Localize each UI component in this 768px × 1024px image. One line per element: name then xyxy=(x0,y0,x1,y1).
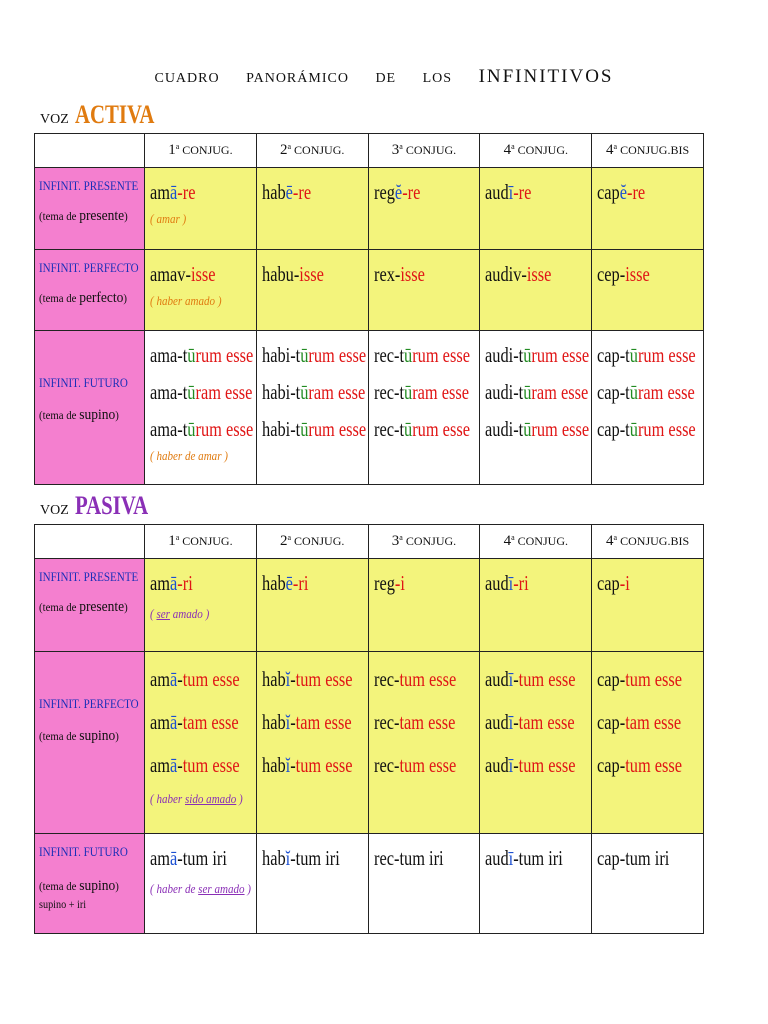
header-conj-4-bis: 4$^a$ CONJUG.BIS xyxy=(592,134,704,168)
cell-form xyxy=(368,559,480,652)
cell-form xyxy=(480,168,592,250)
translation-note: ( ser amado ) xyxy=(150,606,210,621)
translation-note: ( amar ) xyxy=(150,211,187,226)
header-conj-4: 4$^a$ CONJUG. xyxy=(480,525,592,559)
header-conj-4: 4$^a$ CONJUG. xyxy=(480,134,592,168)
form-text: cap-tum iri xyxy=(597,846,670,870)
cell-form xyxy=(256,559,368,652)
cell-form xyxy=(368,331,480,485)
form-text: rec-tum iri xyxy=(373,846,444,870)
form-text: habĭ-tum iri xyxy=(261,846,340,870)
form-text: audi-tūrum esse xyxy=(485,343,590,367)
row-activa-futuro xyxy=(35,331,704,485)
form-text: cap-tūram esse xyxy=(597,380,695,404)
row-pasiva-presente xyxy=(35,559,704,652)
form-text: amav-isse xyxy=(150,262,216,286)
row-label-title: INFINIT. FUTURO xyxy=(39,844,128,859)
form-text: habu-isse xyxy=(261,262,324,286)
form-text: amā-tam esse xyxy=(150,710,239,734)
form-text: regĕ-re xyxy=(373,180,420,204)
row-label-title: INFINIT. FUTURO xyxy=(39,375,128,390)
cell-form xyxy=(480,559,592,652)
header-conj-1: 1$^a$ CONJUG. xyxy=(145,525,257,559)
cell-form xyxy=(592,250,704,331)
form-text: habi-tūrum esse xyxy=(261,417,366,441)
cell-form xyxy=(256,168,368,250)
form-text: habē-re xyxy=(261,180,311,204)
header-conj-2: 2$^a$ CONJUG. xyxy=(256,525,368,559)
row-label-title: INFINIT. PERFECTO xyxy=(39,696,139,711)
form-text: rec-tam esse xyxy=(373,710,456,734)
form-text: ama-tūram esse xyxy=(150,380,253,404)
form-text: rex-isse xyxy=(373,262,425,286)
form-text: cap-tum esse xyxy=(597,753,683,777)
form-text: cap-tam esse xyxy=(597,710,682,734)
cell-form xyxy=(145,834,257,934)
form-text: cap-tūrum esse xyxy=(597,417,696,441)
translation-note: ( haber amado ) xyxy=(150,293,222,308)
row-label-tema: (tema de supino) xyxy=(39,728,119,744)
form-text: audi-tūrum esse xyxy=(485,417,590,441)
form-text: habĭ-tum esse xyxy=(261,753,353,777)
row-activa-perfecto xyxy=(35,250,704,331)
cell-form xyxy=(145,559,257,652)
form-text: habi-tūrum esse xyxy=(261,343,366,367)
form-text: cap-tūrum esse xyxy=(597,343,696,367)
form-text: amā-tum iri xyxy=(150,846,227,870)
header-row xyxy=(35,134,704,168)
cell-form xyxy=(480,331,592,485)
cell-form xyxy=(592,652,704,834)
form-text: cap-i xyxy=(597,571,630,595)
row-label-tema: (tema de presente) xyxy=(39,599,128,615)
translation-note: ( haber sido amado ) xyxy=(150,791,243,806)
form-text: audi-tūram esse xyxy=(485,380,589,404)
cell-form xyxy=(368,250,480,331)
row-label-tema: (tema de supino) xyxy=(39,407,119,423)
translation-note: ( haber de amar ) xyxy=(150,448,228,463)
form-text: ama-tūrum esse xyxy=(150,343,254,367)
row-label xyxy=(35,168,145,250)
table-pasiva xyxy=(34,524,704,934)
form-text: rec-tūrum esse xyxy=(373,417,470,441)
cell-form xyxy=(592,168,704,250)
cell-form xyxy=(368,834,480,934)
header-row xyxy=(35,525,704,559)
row-label xyxy=(35,250,145,331)
row-label-tema: (tema de supino) xyxy=(39,878,119,894)
header-conj-4-bis: 4$^a$ CONJUG.BIS xyxy=(592,525,704,559)
form-text: rec-tum esse xyxy=(373,753,456,777)
voice-pasiva-heading xyxy=(40,491,166,521)
row-label-title: INFINIT. PRESENTE xyxy=(39,569,139,584)
header-empty xyxy=(35,134,145,168)
form-text: cep-isse xyxy=(597,262,650,286)
header-conj-1: 1$^a$ CONJUG. xyxy=(145,134,257,168)
form-text: rec-tum esse xyxy=(373,667,456,691)
row-pasiva-futuro xyxy=(35,834,704,934)
row-activa-presente xyxy=(35,168,704,250)
form-text: cap-tum esse xyxy=(597,667,683,691)
form-text: rec-tūram esse xyxy=(373,380,469,404)
form-text: reg-i xyxy=(373,571,405,595)
cell-form xyxy=(256,250,368,331)
form-text: rec-tūrum esse xyxy=(373,343,470,367)
cell-form xyxy=(145,652,257,834)
header-conj-3: 3$^a$ CONJUG. xyxy=(368,134,480,168)
cell-form xyxy=(145,250,257,331)
voice-activa-heading xyxy=(40,100,174,130)
row-label-tema: (tema de perfecto) xyxy=(39,290,128,306)
form-text: audī-tum esse xyxy=(485,753,576,777)
form-text: audī-tum esse xyxy=(485,667,576,691)
header-conj-2: 2$^a$ CONJUG. xyxy=(256,134,368,168)
row-label-title: INFINIT. PRESENTE xyxy=(39,178,139,193)
cell-form xyxy=(256,652,368,834)
form-text: audī-ri xyxy=(485,571,530,595)
voice-name-pasiva: PASIVA xyxy=(74,491,148,520)
form-text: amā-ri xyxy=(150,571,193,595)
row-label-tema: (tema de presente) xyxy=(39,208,128,224)
form-text: habi-tūram esse xyxy=(261,380,366,404)
form-text: ama-tūrum esse xyxy=(150,417,254,441)
form-text: amā-tum esse xyxy=(150,753,240,777)
voice-name-activa: ACTIVA xyxy=(74,100,155,129)
title-part1: CUADRO PANORÁMICO DE LOS xyxy=(154,71,453,86)
form-text: audī-tum iri xyxy=(485,846,564,870)
voice-prefix: VOZ xyxy=(40,503,69,518)
cell-form xyxy=(256,331,368,485)
cell-form xyxy=(368,168,480,250)
row-label-title: INFINIT. PERFECTO xyxy=(39,260,139,275)
voice-prefix: VOZ xyxy=(40,112,69,127)
cell-form xyxy=(145,331,257,485)
cell-form xyxy=(592,331,704,485)
form-text: audī-re xyxy=(485,180,532,204)
form-text: habĭ-tum esse xyxy=(261,667,353,691)
header-empty xyxy=(35,525,145,559)
cell-form xyxy=(480,834,592,934)
row-label xyxy=(35,834,145,934)
form-text: capĕ-re xyxy=(597,180,646,204)
cell-form xyxy=(256,834,368,934)
title-part2: INFINITIVOS xyxy=(478,66,614,87)
cell-form xyxy=(592,834,704,934)
form-text: amā-re xyxy=(150,180,196,204)
page-title xyxy=(0,66,768,88)
row-label xyxy=(35,559,145,652)
cell-form xyxy=(480,652,592,834)
translation-note: ( haber de ser amado ) xyxy=(150,881,251,896)
cell-form xyxy=(145,168,257,250)
cell-form xyxy=(592,559,704,652)
row-label xyxy=(35,331,145,485)
cell-form xyxy=(480,250,592,331)
form-text: habē-ri xyxy=(261,571,309,595)
table-activa xyxy=(34,133,704,485)
row-label xyxy=(35,652,145,834)
header-conj-3: 3$^a$ CONJUG. xyxy=(368,525,480,559)
form-text: audiv-isse xyxy=(485,262,552,286)
form-text: audī-tam esse xyxy=(485,710,576,734)
row-pasiva-perfecto xyxy=(35,652,704,834)
form-text: amā-tum esse xyxy=(150,667,240,691)
form-text: habĭ-tam esse xyxy=(261,710,352,734)
cell-form xyxy=(368,652,480,834)
row-label-extra: supino + iri xyxy=(39,897,87,911)
